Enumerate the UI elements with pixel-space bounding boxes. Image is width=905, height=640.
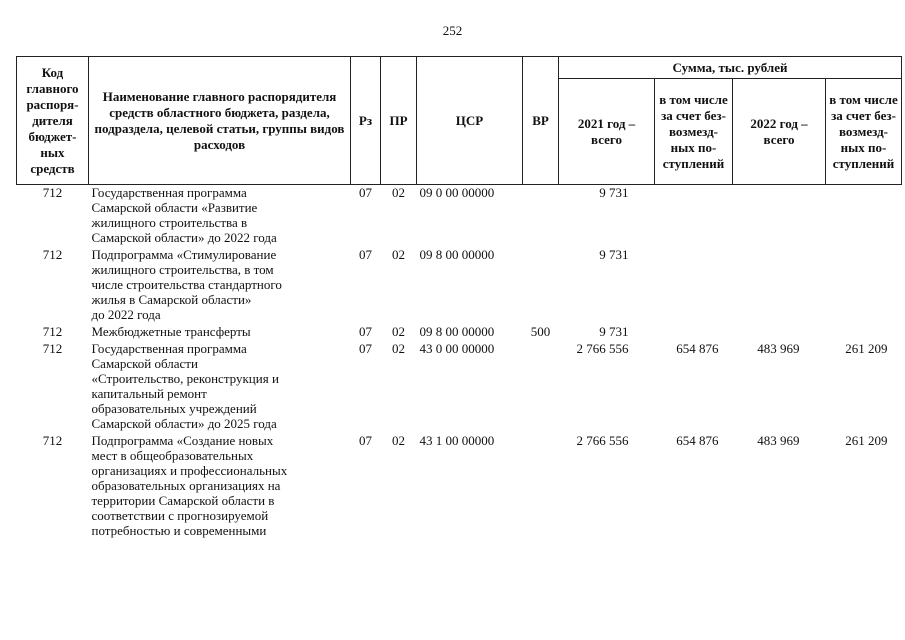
header-rz: Рз [351,57,381,185]
cell-2022-total [733,247,826,324]
cell-pr: 02 [392,341,405,356]
header-vr: ВР [523,57,559,185]
cell-pr: 02 [392,185,405,200]
table-row [17,341,902,433]
cell-2022-gratuitous [826,185,902,248]
cell-name-text: Межбюджетные трансферты [91,324,251,339]
table-row [17,185,902,248]
cell-rz: 07 [359,341,372,356]
cell-csr: 09 8 00 00000 [419,247,495,262]
cell-pr: 02 [392,433,405,448]
header-csr: ЦСР [417,57,523,185]
cell-name-text: Государственная программа Самарской области «Строительство, реконструкция и капитальный ремонт образовательных учреждений Самарской области» до 2025 года [91,341,279,431]
cell-csr: 43 0 00 00000 [419,341,495,356]
cell-2022-gratuitous: 261 209 [845,433,888,448]
cell-2021-total: 2 766 556 [576,433,629,448]
cell-name-text: Подпрограмма «Создание новых мест в общеобразовательных организациях и профессиональных образовательных организациях на территории Самарской области в соответствии с прогнозируемой потребностью и современными [91,433,288,538]
cell-csr: 09 0 00 00000 [419,185,495,200]
cell-name [89,341,351,433]
cell-vr [523,433,559,540]
cell-2021-gratuitous: 654 876 [676,341,719,356]
header-name: Наименование главного распорядителя средств областного бюджета, раздела, подраздела, целевой статьи, группы видов расходов [89,57,351,185]
header-2021-gratuitous: в том числе за счет без-возмезд-ных по-ступлений [655,79,733,185]
cell-2022-total [733,185,826,248]
cell-name-text: Государственная программа Самарской области «Развитие жилищного строительства в Самарской области» до 2022 года [91,185,277,245]
header-2021-total: 2021 год – всего [559,79,655,185]
cell-2022-total: 483 969 [757,433,800,448]
budget-table [16,56,902,540]
cell-name-text: Подпрограмма «Стимулирование жилищного строительства, в том числе строительства стандартного жилья в Самарской области» до 2022 года [91,247,282,322]
cell-2021-gratuitous [655,247,733,324]
cell-pr: 02 [392,247,405,262]
cell-2021-total: 9 731 [599,324,629,339]
cell-rz: 07 [359,247,372,262]
header-pr: ПР [381,57,417,185]
table-body [17,185,902,541]
cell-2022-gratuitous [826,247,902,324]
cell-vr [523,247,559,324]
cell-2021-gratuitous [655,324,733,341]
cell-pr: 02 [392,324,405,339]
cell-2021-total: 9 731 [599,185,629,200]
header-2022-gratuitous: в том числе за счет без-возмезд-ных по-ступлений [826,79,902,185]
cell-2021-total: 2 766 556 [576,341,629,356]
cell-csr: 09 8 00 00000 [419,324,495,339]
cell-csr: 43 1 00 00000 [419,433,495,448]
cell-rz: 07 [359,185,372,200]
page-number: 252 [442,23,463,38]
cell-code: 712 [42,185,63,200]
table-header [17,57,902,185]
cell-name [89,324,351,341]
cell-2022-total: 483 969 [757,341,800,356]
cell-name [89,185,351,248]
cell-rz: 07 [359,324,372,339]
cell-vr: 500 [530,324,551,339]
cell-2022-gratuitous [826,324,902,341]
cell-2021-gratuitous [655,185,733,248]
cell-vr [523,341,559,433]
table-row [17,433,902,540]
table-row [17,324,902,341]
cell-rz: 07 [359,433,372,448]
cell-code: 712 [42,341,63,356]
cell-2022-total [733,324,826,341]
cell-code: 712 [42,247,63,262]
cell-name [89,433,351,540]
cell-code: 712 [42,324,63,339]
cell-name [89,247,351,324]
cell-code: 712 [42,433,63,448]
header-2022-total: 2022 год – всего [733,79,826,185]
table-row [17,247,902,324]
cell-vr [523,185,559,248]
header-code: Код главного распоря-дителя бюджет-ных средств [17,57,89,185]
cell-2021-gratuitous: 654 876 [676,433,719,448]
cell-2021-total: 9 731 [599,247,629,262]
header-sum-group: Сумма, тыс. рублей [559,57,902,79]
cell-2022-gratuitous: 261 209 [845,341,888,356]
